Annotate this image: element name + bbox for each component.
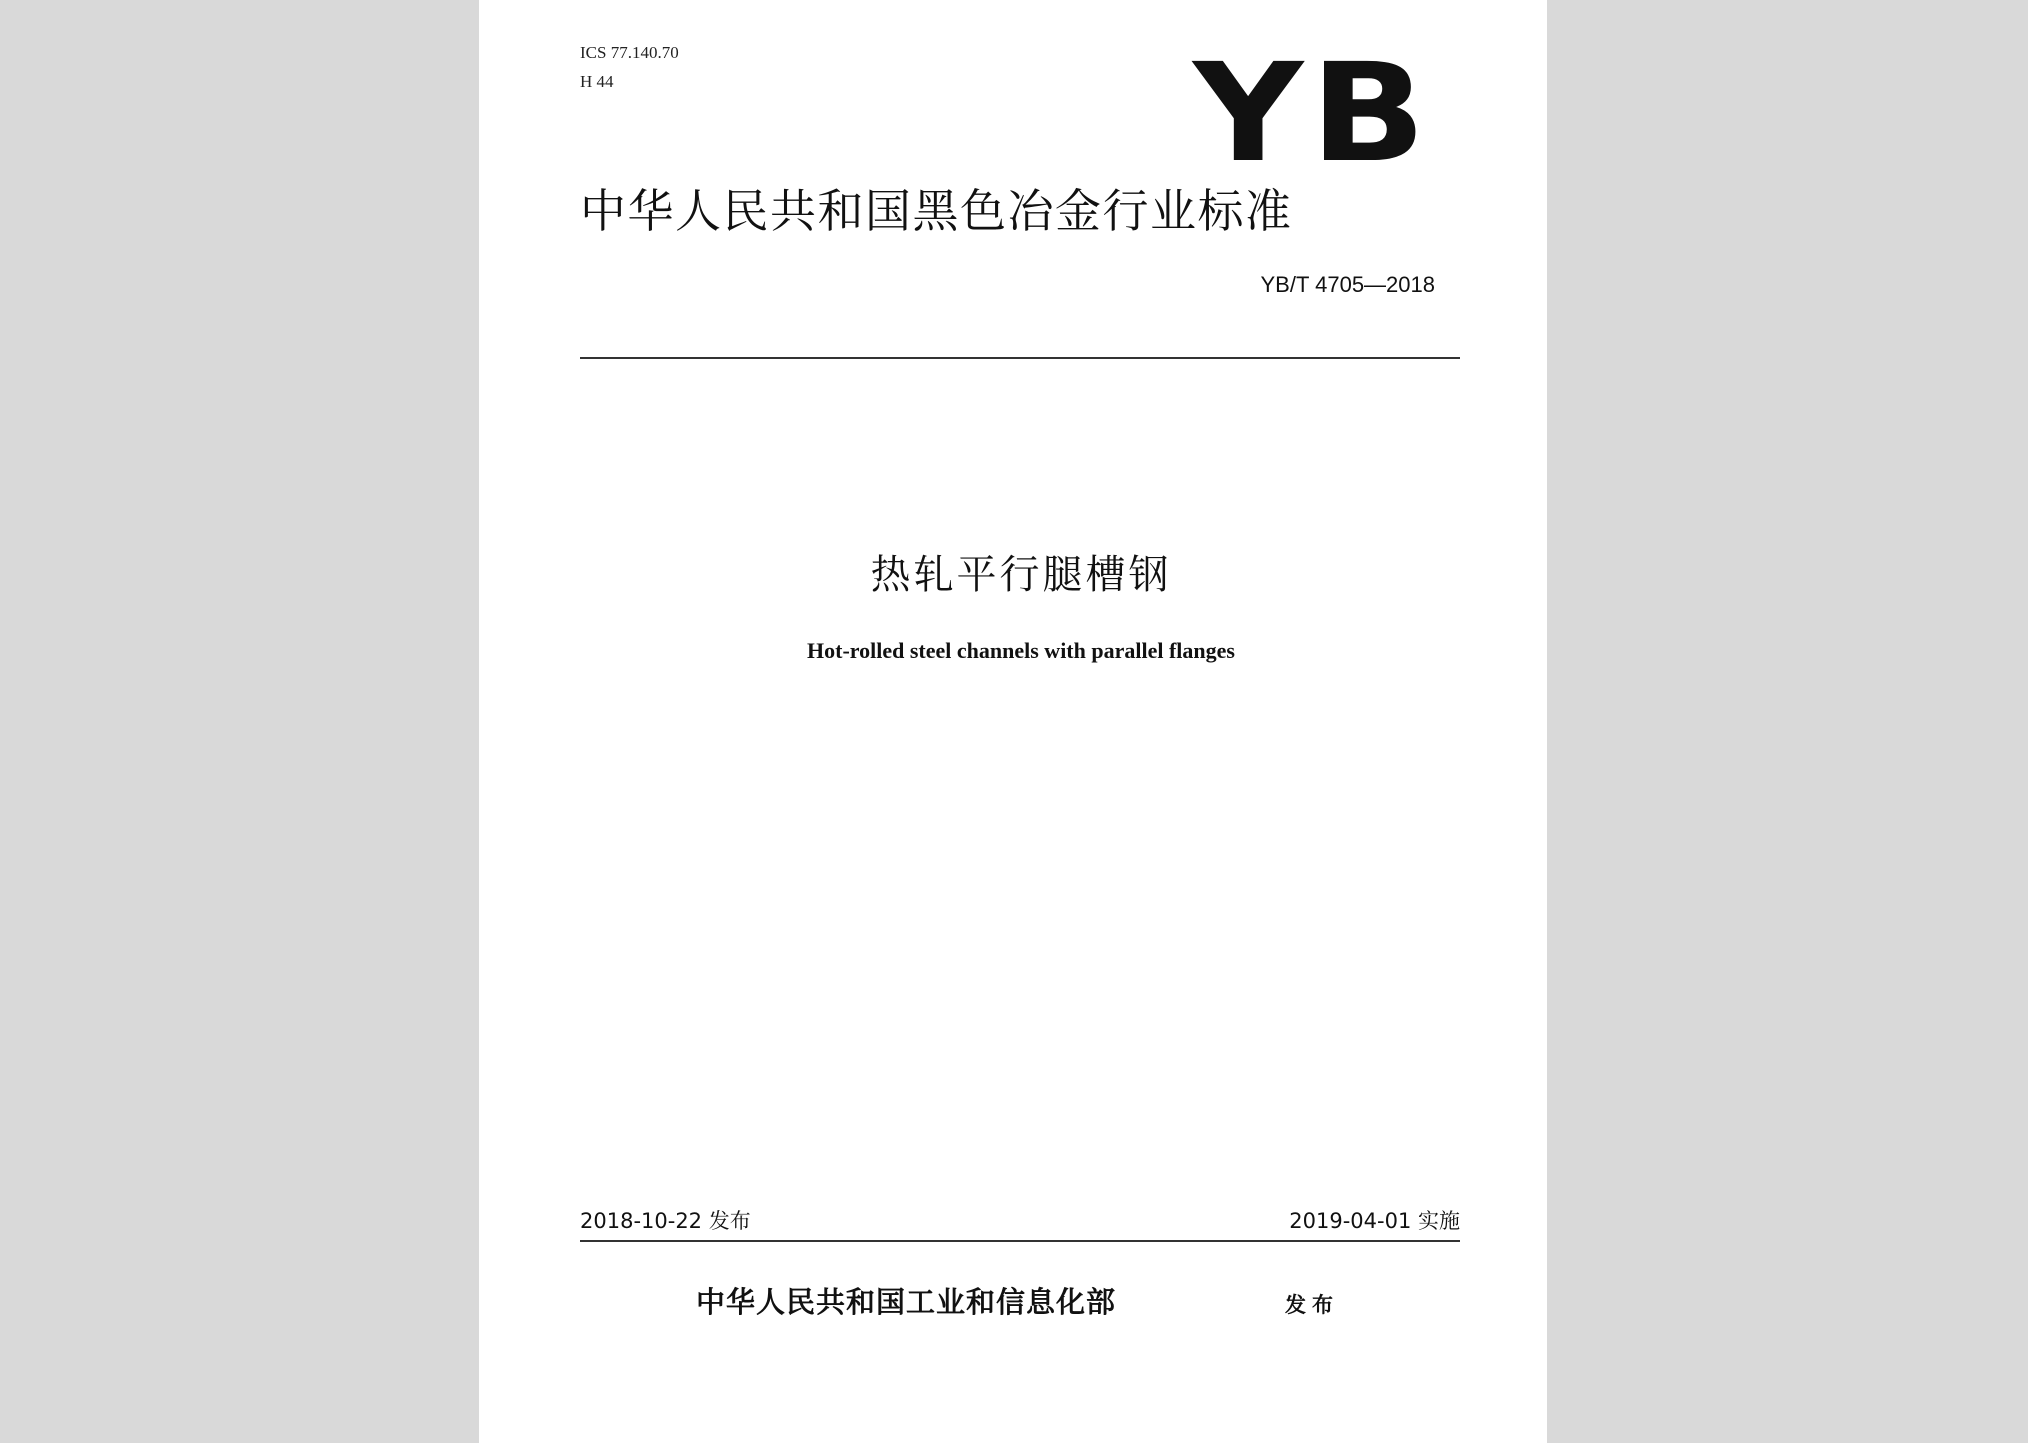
issue-date: 2018-10-22 发布 bbox=[580, 1209, 751, 1233]
standard-number: YB/T 4705—2018 bbox=[1260, 272, 1435, 297]
document-title-english: Hot-rolled steel channels with parallel flanges bbox=[807, 638, 1235, 663]
issue-label: 发布 bbox=[1285, 1293, 1339, 1317]
document-title-chinese: 热轧平行腿槽钢 bbox=[870, 552, 1172, 598]
classification-code: H 44 bbox=[580, 72, 614, 91]
issuing-authority: 中华人民共和国工业和信息化部 bbox=[696, 1285, 1117, 1319]
standard-cover-page bbox=[479, 0, 1547, 1443]
bottom-divider bbox=[580, 1240, 1460, 1242]
effective-date: 2019-04-01 实施 bbox=[1289, 1209, 1460, 1233]
ics-code: ICS 77.140.70 bbox=[580, 43, 679, 62]
industry-standard-title: 中华人民共和国黑色冶金行业标准 bbox=[580, 184, 1293, 238]
top-divider bbox=[580, 357, 1460, 359]
yb-logo: YB bbox=[1193, 35, 1433, 193]
